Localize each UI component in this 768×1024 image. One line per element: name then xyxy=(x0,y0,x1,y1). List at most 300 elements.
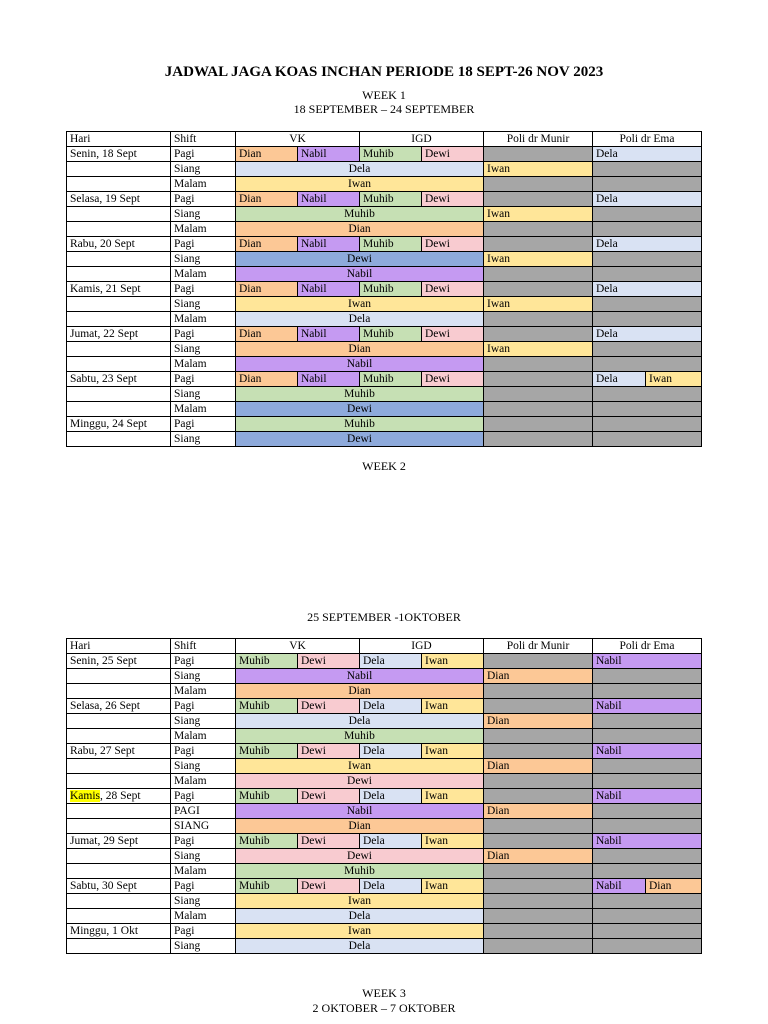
day-highlight: Kamis xyxy=(70,789,101,802)
staff-cell: Nabil xyxy=(298,147,360,162)
poli-munir-cell xyxy=(484,237,593,252)
poli-munir-cell xyxy=(484,894,593,909)
shift-cell: Siang xyxy=(171,297,236,312)
staff-span-cell: Muhib xyxy=(236,207,484,222)
poli-ema-cell xyxy=(593,894,702,909)
staff-cell: Muhib xyxy=(360,147,422,162)
shift-cell: PAGI xyxy=(171,804,236,819)
day-cell xyxy=(67,804,171,819)
shift-cell: Malam xyxy=(171,909,236,924)
staff-cell: Dian xyxy=(236,147,298,162)
table-row xyxy=(67,849,702,864)
staff-span-cell: Dewi xyxy=(236,432,484,447)
poli-ema-cell xyxy=(593,417,702,432)
staff-cell: Muhib xyxy=(236,834,298,849)
poli-munir-cell xyxy=(484,357,593,372)
poli-munir-cell xyxy=(484,147,593,162)
staff-span-cell: Dela xyxy=(236,939,484,954)
table-row xyxy=(67,819,702,834)
day-cell xyxy=(67,909,171,924)
staff-cell: Iwan xyxy=(422,834,484,849)
table-row xyxy=(67,237,702,252)
poli-munir-cell xyxy=(484,312,593,327)
poli-ema-cell: Nabil xyxy=(593,654,702,669)
staff-cell: Muhib xyxy=(236,699,298,714)
header-igd: IGD xyxy=(360,639,484,654)
table-row xyxy=(67,744,702,759)
poli-ema-cell xyxy=(593,402,702,417)
table-row xyxy=(67,282,702,297)
poli-ema-cell: Nabil xyxy=(593,744,702,759)
poli-munir-cell xyxy=(484,177,593,192)
poli-ema-cell xyxy=(593,297,702,312)
header-igd: IGD xyxy=(360,132,484,147)
header-poli-munir: Poli dr Munir xyxy=(484,132,593,147)
staff-span-cell: Dewi xyxy=(236,252,484,267)
poli-munir-cell xyxy=(484,282,593,297)
shift-cell: Malam xyxy=(171,684,236,699)
staff-span-cell: Nabil xyxy=(236,804,484,819)
table-row xyxy=(67,879,702,894)
staff-span-cell: Muhib xyxy=(236,417,484,432)
table-row xyxy=(67,147,702,162)
table-row xyxy=(67,387,702,402)
poli-ema-cell xyxy=(593,804,702,819)
staff-cell: Dewi xyxy=(422,282,484,297)
shift-cell: Malam xyxy=(171,312,236,327)
table-row xyxy=(67,924,702,939)
poli-munir-cell xyxy=(484,834,593,849)
day-cell xyxy=(67,312,171,327)
shift-cell: Pagi xyxy=(171,924,236,939)
day-cell xyxy=(67,252,171,267)
table-row xyxy=(67,804,702,819)
day-cell: Jumat, 29 Sept xyxy=(67,834,171,849)
staff-span-cell: Muhib xyxy=(236,729,484,744)
staff-span-cell: Dela xyxy=(236,714,484,729)
table-row xyxy=(67,192,702,207)
table-row xyxy=(67,327,702,342)
shift-cell: Malam xyxy=(171,402,236,417)
staff-cell: Dela xyxy=(360,744,422,759)
poli-munir-cell: Dian xyxy=(484,759,593,774)
shift-cell: Pagi xyxy=(171,834,236,849)
staff-cell: Muhib xyxy=(236,654,298,669)
poli-ema-cell xyxy=(593,252,702,267)
staff-span-cell: Dela xyxy=(236,312,484,327)
staff-cell: Dewi xyxy=(422,372,484,387)
table-row xyxy=(67,774,702,789)
staff-cell: Nabil xyxy=(298,237,360,252)
shift-cell: Malam xyxy=(171,729,236,744)
document-title: JADWAL JAGA KOAS INCHAN PERIODE 18 SEPT-26 NOV 2023 xyxy=(164,64,604,80)
table-row xyxy=(67,909,702,924)
staff-span-cell: Dewi xyxy=(236,774,484,789)
staff-span-cell: Iwan xyxy=(236,759,484,774)
poli-munir-cell: Dian xyxy=(484,804,593,819)
day-cell xyxy=(67,849,171,864)
shift-cell: Siang xyxy=(171,759,236,774)
shift-cell: Pagi xyxy=(171,654,236,669)
table-row xyxy=(67,894,702,909)
staff-cell: Nabil xyxy=(298,192,360,207)
day-cell xyxy=(67,267,171,282)
staff-span-cell: Iwan xyxy=(236,924,484,939)
poli-ema-cell xyxy=(593,669,702,684)
poli-ema-cell xyxy=(593,207,702,222)
day-cell xyxy=(67,222,171,237)
day-cell: Jumat, 22 Sept xyxy=(67,327,171,342)
staff-span-cell: Dela xyxy=(236,162,484,177)
poli-munir-cell xyxy=(484,924,593,939)
week3-range: 2 OKTOBER – 7 OKTOBER xyxy=(312,1001,456,1015)
poli-ema-cell xyxy=(593,222,702,237)
staff-cell: Dian xyxy=(236,282,298,297)
poli-ema-cell xyxy=(593,432,702,447)
poli-ema-cell: Dela xyxy=(593,237,702,252)
poli-ema-cell xyxy=(593,312,702,327)
table-row xyxy=(67,684,702,699)
shift-cell: Siang xyxy=(171,939,236,954)
staff-cell: Iwan xyxy=(422,654,484,669)
staff-cell: Dela xyxy=(360,789,422,804)
shift-cell: Pagi xyxy=(171,789,236,804)
table-row xyxy=(67,864,702,879)
staff-span-cell: Nabil xyxy=(236,357,484,372)
table-row xyxy=(67,417,702,432)
table-row xyxy=(67,297,702,312)
staff-cell: Dewi xyxy=(298,699,360,714)
poli-munir-cell xyxy=(484,699,593,714)
week1-schedule-table xyxy=(66,131,702,447)
poli-munir-cell xyxy=(484,192,593,207)
poli-ema-cell xyxy=(593,924,702,939)
staff-cell: Muhib xyxy=(236,789,298,804)
shift-cell: SIANG xyxy=(171,819,236,834)
day-cell: Sabtu, 23 Sept xyxy=(67,372,171,387)
staff-cell: Muhib xyxy=(360,192,422,207)
table-row xyxy=(67,312,702,327)
staff-cell: Muhib xyxy=(360,372,422,387)
poli-ema-cell xyxy=(593,819,702,834)
table-row xyxy=(67,789,702,804)
table-row xyxy=(67,729,702,744)
table-row xyxy=(67,267,702,282)
staff-cell: Dela xyxy=(360,654,422,669)
week1-label: WEEK 1 xyxy=(362,88,406,102)
poli-munir-cell xyxy=(484,864,593,879)
poli-munir-cell xyxy=(484,789,593,804)
header-vk: VK xyxy=(236,132,360,147)
shift-cell: Pagi xyxy=(171,417,236,432)
poli-ema-cell xyxy=(593,357,702,372)
staff-cell: Iwan xyxy=(422,699,484,714)
poli-munir-cell xyxy=(484,774,593,789)
table-header-row xyxy=(67,639,702,654)
day-cell xyxy=(67,864,171,879)
day-cell xyxy=(67,387,171,402)
shift-cell: Malam xyxy=(171,177,236,192)
staff-span-cell: Dela xyxy=(236,909,484,924)
staff-span-cell: Iwan xyxy=(236,177,484,192)
shift-cell: Siang xyxy=(171,207,236,222)
staff-cell: Dewi xyxy=(422,192,484,207)
table-row xyxy=(67,162,702,177)
staff-cell: Dela xyxy=(360,834,422,849)
shift-cell: Pagi xyxy=(171,282,236,297)
poli-ema-cell xyxy=(593,759,702,774)
poli-ema-cell xyxy=(593,729,702,744)
poli-munir-cell: Dian xyxy=(484,714,593,729)
day-cell xyxy=(67,759,171,774)
poli-munir-cell: Iwan xyxy=(484,297,593,312)
poli-ema-cell: Dela xyxy=(593,147,702,162)
table-row xyxy=(67,834,702,849)
poli-munir-cell xyxy=(484,417,593,432)
staff-span-cell: Dewi xyxy=(236,402,484,417)
staff-cell: Dela xyxy=(360,879,422,894)
poli-munir-cell xyxy=(484,909,593,924)
poli-ema-cell: Nabil xyxy=(593,789,702,804)
week2-schedule-table xyxy=(66,638,702,954)
day-cell xyxy=(67,774,171,789)
day-cell xyxy=(67,714,171,729)
staff-cell: Dela xyxy=(360,699,422,714)
day-cell: Senin, 25 Sept xyxy=(67,654,171,669)
poli-munir-cell xyxy=(484,222,593,237)
table-row xyxy=(67,402,702,417)
staff-cell: Iwan xyxy=(422,789,484,804)
shift-cell: Malam xyxy=(171,222,236,237)
shift-cell: Siang xyxy=(171,162,236,177)
poli-munir-cell: Dian xyxy=(484,669,593,684)
shift-cell: Pagi xyxy=(171,192,236,207)
staff-cell: Iwan xyxy=(422,744,484,759)
week2-label: WEEK 2 xyxy=(362,459,406,473)
table-header-row xyxy=(67,132,702,147)
day-cell: Kamis, 21 Sept xyxy=(67,282,171,297)
shift-cell: Pagi xyxy=(171,372,236,387)
day-cell: Senin, 18 Sept xyxy=(67,147,171,162)
poli-ema-cell: Dela xyxy=(593,372,646,387)
poli-ema-cell-2: Iwan xyxy=(646,372,702,387)
poli-ema-cell: Dela xyxy=(593,192,702,207)
poli-ema-cell: Nabil xyxy=(593,699,702,714)
staff-cell: Dewi xyxy=(298,654,360,669)
shift-cell: Malam xyxy=(171,774,236,789)
day-cell xyxy=(67,819,171,834)
header-poli-ema: Poli dr Ema xyxy=(593,639,702,654)
shift-cell: Siang xyxy=(171,669,236,684)
staff-span-cell: Iwan xyxy=(236,297,484,312)
staff-cell: Dewi xyxy=(298,834,360,849)
staff-span-cell: Dewi xyxy=(236,849,484,864)
shift-cell: Siang xyxy=(171,432,236,447)
shift-cell: Pagi xyxy=(171,699,236,714)
table-row xyxy=(67,372,702,387)
staff-span-cell: Nabil xyxy=(236,267,484,282)
day-cell xyxy=(67,729,171,744)
staff-span-cell: Muhib xyxy=(236,864,484,879)
staff-cell: Muhib xyxy=(360,327,422,342)
poli-munir-cell xyxy=(484,939,593,954)
header-poli-ema: Poli dr Ema xyxy=(593,132,702,147)
header-shift: Shift xyxy=(171,639,236,654)
table-row xyxy=(67,222,702,237)
poli-munir-cell: Dian xyxy=(484,849,593,864)
week3-label: WEEK 3 xyxy=(362,986,406,1000)
staff-cell: Dewi xyxy=(298,789,360,804)
poli-ema-cell: Dela xyxy=(593,327,702,342)
poli-ema-cell: Dela xyxy=(593,282,702,297)
day-cell: Rabu, 27 Sept xyxy=(67,744,171,759)
header-shift: Shift xyxy=(171,132,236,147)
staff-cell: Muhib xyxy=(360,282,422,297)
poli-ema-cell xyxy=(593,774,702,789)
staff-cell: Muhib xyxy=(236,879,298,894)
poli-ema-cell: Nabil xyxy=(593,834,702,849)
day-cell xyxy=(67,162,171,177)
header-hari: Hari xyxy=(67,132,171,147)
table-row xyxy=(67,432,702,447)
poli-munir-cell xyxy=(484,729,593,744)
shift-cell: Malam xyxy=(171,267,236,282)
poli-ema-cell xyxy=(593,909,702,924)
staff-cell: Nabil xyxy=(298,282,360,297)
poli-ema-cell xyxy=(593,939,702,954)
poli-munir-cell xyxy=(484,267,593,282)
day-cell xyxy=(67,684,171,699)
day-cell xyxy=(67,789,171,804)
staff-cell: Dewi xyxy=(298,879,360,894)
shift-cell: Pagi xyxy=(171,879,236,894)
day-cell: Minggu, 1 Okt xyxy=(67,924,171,939)
staff-span-cell: Iwan xyxy=(236,894,484,909)
poli-munir-cell: Iwan xyxy=(484,162,593,177)
staff-cell: Dewi xyxy=(298,744,360,759)
day-cell: Sabtu, 30 Sept xyxy=(67,879,171,894)
table-row xyxy=(67,669,702,684)
day-cell: Minggu, 24 Sept xyxy=(67,417,171,432)
poli-munir-cell xyxy=(484,327,593,342)
poli-munir-cell xyxy=(484,744,593,759)
table-row xyxy=(67,759,702,774)
staff-cell: Dian xyxy=(236,327,298,342)
table-row xyxy=(67,714,702,729)
header-poli-munir: Poli dr Munir xyxy=(484,639,593,654)
day-cell xyxy=(67,402,171,417)
header-vk: VK xyxy=(236,639,360,654)
staff-cell: Iwan xyxy=(422,879,484,894)
poli-munir-cell xyxy=(484,402,593,417)
poli-ema-cell xyxy=(593,714,702,729)
day-cell xyxy=(67,669,171,684)
header-hari: Hari xyxy=(67,639,171,654)
poli-ema-cell xyxy=(593,267,702,282)
staff-cell: Dewi xyxy=(422,327,484,342)
day-cell xyxy=(67,894,171,909)
table-row xyxy=(67,939,702,954)
poli-munir-cell xyxy=(484,654,593,669)
day-cell: Selasa, 26 Sept xyxy=(67,699,171,714)
staff-cell: Muhib xyxy=(360,237,422,252)
table-row xyxy=(67,342,702,357)
staff-span-cell: Nabil xyxy=(236,669,484,684)
day-cell: Rabu, 20 Sept xyxy=(67,237,171,252)
poli-munir-cell xyxy=(484,879,593,894)
poli-ema-cell: Nabil xyxy=(593,879,646,894)
table-row xyxy=(67,207,702,222)
shift-cell: Pagi xyxy=(171,237,236,252)
poli-munir-cell xyxy=(484,684,593,699)
week2-range: 25 SEPTEMBER -1OKTOBER xyxy=(307,610,461,624)
poli-munir-cell xyxy=(484,372,593,387)
poli-munir-cell: Iwan xyxy=(484,252,593,267)
week1-range: 18 SEPTEMBER – 24 SEPTEMBER xyxy=(293,102,475,116)
staff-span-cell: Dian xyxy=(236,222,484,237)
day-cell xyxy=(67,177,171,192)
staff-cell: Dian xyxy=(236,237,298,252)
shift-cell: Malam xyxy=(171,357,236,372)
poli-ema-cell xyxy=(593,342,702,357)
day-cell xyxy=(67,207,171,222)
poli-ema-cell xyxy=(593,849,702,864)
poli-munir-cell xyxy=(484,819,593,834)
staff-cell: Dian xyxy=(236,192,298,207)
poli-munir-cell xyxy=(484,387,593,402)
staff-cell: Dewi xyxy=(422,237,484,252)
day-cell xyxy=(67,939,171,954)
poli-ema-cell xyxy=(593,162,702,177)
staff-span-cell: Muhib xyxy=(236,387,484,402)
shift-cell: Siang xyxy=(171,714,236,729)
shift-cell: Pagi xyxy=(171,327,236,342)
day-cell xyxy=(67,357,171,372)
staff-cell: Nabil xyxy=(298,372,360,387)
day-cell xyxy=(67,432,171,447)
shift-cell: Pagi xyxy=(171,147,236,162)
poli-ema-cell xyxy=(593,177,702,192)
staff-cell: Nabil xyxy=(298,327,360,342)
poli-ema-cell xyxy=(593,684,702,699)
shift-cell: Siang xyxy=(171,252,236,267)
poli-munir-cell xyxy=(484,432,593,447)
staff-span-cell: Dian xyxy=(236,342,484,357)
staff-span-cell: Dian xyxy=(236,684,484,699)
table-row xyxy=(67,654,702,669)
table-row xyxy=(67,357,702,372)
staff-cell: Dewi xyxy=(422,147,484,162)
poli-munir-cell: Iwan xyxy=(484,207,593,222)
day-cell xyxy=(67,297,171,312)
shift-cell: Siang xyxy=(171,342,236,357)
staff-cell: Muhib xyxy=(236,744,298,759)
poli-ema-cell xyxy=(593,864,702,879)
day-cell: Selasa, 19 Sept xyxy=(67,192,171,207)
poli-munir-cell: Iwan xyxy=(484,342,593,357)
table-row xyxy=(67,177,702,192)
table-row xyxy=(67,252,702,267)
poli-ema-cell-2: Dian xyxy=(646,879,702,894)
shift-cell: Malam xyxy=(171,864,236,879)
shift-cell: Siang xyxy=(171,894,236,909)
shift-cell: Pagi xyxy=(171,744,236,759)
day-cell xyxy=(67,342,171,357)
poli-ema-cell xyxy=(593,387,702,402)
day-rest: , 28 Sept xyxy=(100,789,141,802)
shift-cell: Siang xyxy=(171,387,236,402)
staff-span-cell: Dian xyxy=(236,819,484,834)
